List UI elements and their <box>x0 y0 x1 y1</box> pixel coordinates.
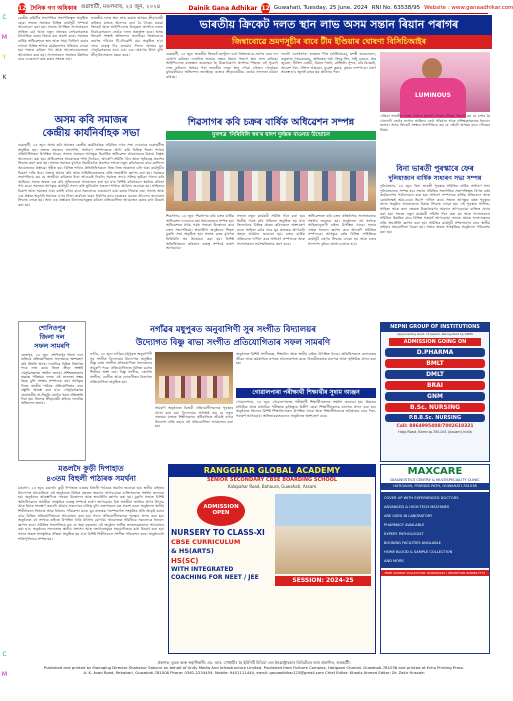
nepni-advertisement[interactable] <box>380 322 490 462</box>
header-date-en: Guwahati, Tuesday, 25 June, 2024 <box>273 5 368 11</box>
rangghar-text-col <box>169 492 273 588</box>
jersey-sponsor-text: LUMINOUS <box>415 92 451 99</box>
article-column: নগাঁও, ২৪ জুন: নগাঁৱৰ মধুপুৰত অনুবাগিণী সুৰ সংগীত বিদ্যালয়ৰ উদ্যোগত অনুষ্ঠিত বিষ্ণু ৰাভা সংগীত প্ৰতিযোগিতা সফলতাৰে সামৰণি পৰে। প্ৰতিযোগিতাত বিভিন্ন বয়সৰ শিল্পীয়ে অংশ লয়। বিষ্ণু সংগীত, জ্যোতি সংগীত, বৰগীত আৰু লোকগীতৰ বিভাগত প্ৰতিযোগিতা অনুষ্ঠিত হয়। <box>90 352 153 384</box>
player-head <box>422 58 442 80</box>
admission-label: ADMISSION GOING ON <box>389 338 481 346</box>
cricketer-photo <box>380 52 490 112</box>
feature-item: ARE USED IN LABORATORY <box>384 514 433 518</box>
footer-line-2: Published and printed by Managing Director Shahanur Sakurul on behalf of Unity Media And Infrastructure Limited, Published from Fortune Complex, Hatigaon Chariali, Guwahati-781038 and printed at Echo Printing Press. <box>43 665 465 670</box>
article-column: গুৱাহাটী, ২৪ জুন: অসম কবি সমাজৰ কেন্দ্ৰীয় কাৰ্যনিৰ্বাহক সমিতিৰ এখন সভা দেওবাৰে গুৱাহাটীত অনুষ্ঠিত হয়। সভাত সমাজৰ সভাপতি, সাধাৰণ সম্পাদককে আদি কৰি বিভিন্ন জিলা শাখাৰ প্ৰতিনিধিসকল উপস্থিত থাকে। সভাত সমাজৰ আগন্তুক দ্বিবাৰ্ষিক অধিৱেশন আয়োজনৰ বিষয়ে বিস্তৃত আলোচনা কৰা হয়। অধিৱেশনৰ আয়োজক শাখা নিৰ্বাচন, আদৰণি সমিতি গঠন আৰু স্মৃতিগ্ৰন্থ প্ৰকাশৰ সিদ্ধান্ত গ্ৰহণ কৰা হয়। সভাত সমাজৰ মুখপত্ৰ নিয়মীয়াকৈ প্ৰকাশৰ লগতে নতুন কবিসকলৰ বাবে কৰ্মশালা আয়োজনৰ প্ৰস্তাৱো গৃহীত হয়। বিভিন্ন শাখাৰ প্ৰতিনিধিসকলে নিজ নিজ অঞ্চলত চলি থকা কাৰ্যসূচীৰ বিৱৰণ দাঙি ধৰে। সভাত প্ৰয়াত কবি আৰু সাহিত্যিকসকলৰ প্ৰতি শ্ৰদ্ধাঞ্জলি জ্ঞাপন কৰা হয়। সমাজৰ সভাপতিয়ে কয় যে অসমীয়া কবিতাৰ ধাৰা আগুৱাই নিবলৈ সমাজে সদায় সক্ৰিয় ভূমিকা পালন কৰি আহিছে। সভাৰ অন্তত এক কবি সন্মিলনৰো আয়োজন কৰা হয় য'ত বিশিষ্ট কবিসকলে স্বৰচিত কবিতা পাঠ কৰে। সমাজৰ আগন্তুক কাৰ্যসূচী সফল কৰি তুলিবলৈ সকলো শাখাক আহ্বান জনোৱা হয়। সাহিত্যৰ বিকাশ আৰু সমাজৰ ঐক্য বৰ্তাই ৰখাৰ বাবে সকলোৱে একযোগে কাম কৰাৰ সিদ্ধান্ত লয়। সভাত আৰু এক প্ৰস্তাৱ অনুসৰি সমাজৰ এখন নিজা কাৰ্যালয় ভৱন নিৰ্মাণৰ বাবে চৰকাৰৰ ওচৰত আবেদন জনোৱাৰ সিদ্ধান্ত লোৱা হয়। আন এক প্ৰস্তাৱত বিদ্যালয়সমূহত কবিতা প্ৰতিযোগিতা আয়োজন কৰাৰ কথা উল্লেখ কৰা হয়। <box>18 143 164 207</box>
maxcare-address: HATIGAON, FRIENDS PATH, GUWAHATI-781038 <box>381 483 489 490</box>
cmyk-mark-m: M <box>1 34 8 41</box>
cmyk-mark-c: C <box>2 14 7 21</box>
course-pill: BRAI <box>385 381 485 390</box>
admission-open-badge: ADMISSION OPEN <box>197 496 245 526</box>
article-column: অনুষ্ঠানত বিশিষ্ট সংগীতজ্ঞ, শিক্ষাবিদ আৰু স্থানীয় ৰাইজ উপস্থিত থাকে। অতিথিসকলে কলাগুৰুৰ জীৱন আৰু কৰ্মৰাজিৰ ওপৰত আলোকপাত কৰে। বিজয়ীসকলক মানপত্ৰ আৰু স্মৃতিচিহ্ন প্ৰদান কৰা হয়। <box>236 352 376 366</box>
music-headline-line1: নগাঁৱৰ মধুপুৰত অনুবাগিণী সুৰ সংগীত বিদ্যালয়ৰ <box>149 325 317 335</box>
paper-name: Dainik Gana Adhikar <box>188 4 258 12</box>
course-pill: DMLT <box>385 370 485 379</box>
bottom-left-headline <box>18 464 164 484</box>
feature-item: HOME BLOOD & SAMPLE COLLECTION <box>384 550 453 554</box>
nepni-address: Hajo Road, Kamrup-781104 (Assam) India <box>398 430 472 434</box>
rni-number: RNI No. 63538/95 <box>371 5 421 11</box>
maxcare-title: MAXCARE <box>407 466 463 477</box>
maxcare-feature-list <box>381 492 489 568</box>
footer-line-1: প্ৰকাশক, মুদ্ৰক আৰু স্বত্বাধিকাৰী: এম. আৰ. গোস্বামীৰ হৈ ইউনিটি মিডিয়া এণ্ড ইনফ্ৰাষ্ট্ৰাকচাৰ লিমিটেডৰ দ্বাৰা প্ৰকাশিত, গুৱাহাটী। <box>157 660 351 665</box>
cmyk-registration-marks <box>0 8 9 88</box>
article-column: ভাৰতীয় দলত স্থান লাভ কৰাত অসমৰ ক্ৰীড়াপ্ৰেমী ৰাইজৰ মাজত আনন্দৰ বন্যা বৈ গৈছে। ঘৰুৱা ক্ৰিকেট আৰু আইপিএলত উজ্জ্বল প্ৰদৰ্শনৰ ফলত নিৰ্বাচকসকলে তেওঁক দলত অন্তৰ্ভুক্ত কৰে। অসম ক্ৰিকেট সংস্থাই অভিনন্দন জনাইছে। জিম্বাবোৱে ভ্ৰমণত পাঁচখন টি-টোৱেণ্টি মেচ অনুষ্ঠিত হ'ব। দলৰ নেতৃত্ব দিব শুভমান গিলে। অসমৰ যুৱ খেলুৱৈসকলৰ বাবে এয়া এক প্ৰেৰণাৰ উৎস বুলি ক্ৰীড়াবিদসকলে মন্তব্য কৰে। <box>91 16 163 57</box>
bottom-left-headline-line2: ৪৩তম বিহুলী পাঠাৰক সমৰ্থনা <box>46 474 136 483</box>
rangghar-photo-col <box>273 492 373 588</box>
goalpara-headline: গোৱালপাৰা পৰীক্ষাৰ্থী শিক্ষাৰ্থীৰ সুধাম আঞ্জন <box>236 388 376 398</box>
article-column: সভাত নতুন কাৰ্যকৰী সমিতি গঠন কৰা হয়। দ্বিতীয় পৰ্বত কবি সন্মিলন অনুষ্ঠিত হয় য'ত জিলাখনৰ বিভিন্ন প্ৰান্তৰ কবিসকলে অংশগ্ৰহণ কৰে। সাহিত্য চৰ্চাৰ বাবে যুৱ প্ৰজন্মক আগবাঢ়ি অহাৰ আহ্বান জনোৱা হয়। চক্ৰৰ বাৰ্ষিক প্ৰতিবেদন দাখিল কৰে সাধাৰণ সম্পাদকে আৰু সদস্যসকলে সৰ্বসন্মতিক্ৰমে গ্ৰহণ কৰে। <box>237 214 305 246</box>
feature-item: ADVANCED & HIGH-TECH MACHINES <box>384 505 450 509</box>
page-footer <box>18 660 490 675</box>
article-column: তেজপুৰ, ২৪ জুন: শোণিতপুৰ জিলা দলে ৰাজ্যিক প্ৰতিযোগিতাত সফলতাৰে অংশগ্ৰহণ কৰি উভতি আহে। দলটোৱে বিভিন্ন বিভাগত পদক লাভ কৰে। জিলা ক্ৰীড়া সংস্থাই খেলুৱৈসকলক সম্বৰ্ধনা জনায়। প্ৰশিক্ষকসকলৰ অক্লান্ত পৰিশ্ৰমৰ ফলত এই সফলতা সম্ভৱ হৈছে বুলি সংস্থাৰ সম্পাদকে কয়। আগন্তুক দিনত জাতীয় পৰ্যায়ৰ প্ৰতিযোগিতাৰ বাবে প্ৰস্তুতি আৰম্ভ কৰা হ'ব। খেলুৱৈসকলক প্ৰয়োজনীয় সা-সঁজুলি যোগান ধৰাৰ প্ৰতিশ্ৰুতি দিয়া হয়। জিলাৰ ক্ৰীড়াপ্ৰেমী ৰাইজে দলটোক অভিনন্দন জনায়। <box>21 353 83 406</box>
rangghar-address: Kalapahar Road, Bahaura, Guwahati, Assam <box>227 484 317 489</box>
left-story-headline <box>18 114 164 140</box>
rangghar-arts: & HS(ARTS) <box>171 547 214 555</box>
feature-item: COVER UP WITH EXPERIENCED DOCTORS <box>384 496 459 500</box>
course-pill: B.Sc. NURSING <box>385 403 485 412</box>
left-headline-line1: অসম কবি সমাজৰ <box>54 115 128 126</box>
box-headline-line3: সফল সামৰণি <box>34 342 70 350</box>
maxcare-advertisement[interactable] <box>380 464 490 654</box>
right-headline-line2: দুলিয়াজান বাৰ্ষিক সাধাৰণ সভা সম্পন্ন <box>388 175 482 182</box>
maxcare-subtitle: DIAGNOSTICS CENTRE & MULTISPECIALITY CLINIC <box>390 478 480 482</box>
rangghar-session: SESSION: 2024-25 <box>275 576 371 586</box>
nepni-call[interactable]: Call: 8864995408/7002618321 <box>396 424 474 429</box>
shivasagar-headline: শিৱসাগৰ কবি চক্ৰৰ বাৰ্ষিক অধিৱেশন সম্পন্ন <box>187 117 355 128</box>
article-column: মঙলদৈ, ২৪ জুন: মঙলদৈ কুড়ী দিপাহাত ৪৩তম বিহুলী পাঠাৰক সমৰ্থনা জনোৱা হয়। স্থানীয় ৰাইজৰ উদ্যোগত আয়োজিত এই অনুষ্ঠানত বিভিন্ন ক্ষেত্ৰত অৱদান আগবঢ়োৱা ব্যক্তিসকলক সম্বৰ্ধনা জনোৱা হয়। অনুষ্ঠানৰ আৰম্ভণিতে পতাকা উত্তোলন আৰু শ্ৰদ্ধাঞ্জলি জ্ঞাপন কৰা হয়। মুকলি সভাত বিশিষ্ট অতিথিসকলে অসমীয়া সংস্কৃতিৰ গুৰুত্ব সম্পৰ্কে ভাষণ আগবঢ়ায়। বিহু অসমীয়া জাতিৰ প্ৰাণৰ উৎসৱ আৰু ইয়াক সংৰক্ষণ কৰাটো আমাৰ সকলোৰে দায়িত্ব বুলি বক্তাসকলে মত প্ৰকাশ কৰে। অনুষ্ঠানত স্থানীয় শিল্পীসকলে বিহুনাম আৰু বিহুনাচ পৰিৱেশন কৰে। যুৱ প্ৰজন্মক পৰম্পৰাগত সংস্কৃতিৰ প্ৰতি আকৃষ্ট কৰাৰ বাবে বিভিন্ন প্ৰতিযোগিতাৰো আয়োজন কৰা হয়। সফল প্ৰতিযোগীসকলক পুৰস্কাৰ প্ৰদান কৰা হয়। অনুষ্ঠানত বহু সংখ্যক ৰাইজে উপস্থিত থাকি উৎসাহ যোগায়। আয়োজক সমিতিয়ে সকলোকে ধন্যবাদ জ্ঞাপন কৰে। সমিতিৰ সভাপতিয়ে কয় যে অহা বছৰতো এই অনুষ্ঠান অধিক জাকজমকতাৰে আয়োজন কৰা হ'ব। অনুষ্ঠানৰ সফলতাত স্থানীয় প্ৰশাসন আৰু সংগঠনসমূহৰ সহযোগিতাৰ কথা উল্লেখ কৰা হয়। সভাৰ অন্তত সাংস্কৃতিক সন্ধিয়া অনুষ্ঠিত হয় য'ত বিশিষ্ট শিল্পীসকলে সংগীত পৰিৱেশন কৰে। অনুষ্ঠানটো শান্তিপূৰ্ণভাৱে সম্পন্ন হয়। <box>18 486 164 541</box>
course-pill: D.PHARMA <box>385 348 485 357</box>
feature-item: BOOKING FACILITIES AVAILABLE <box>384 541 442 545</box>
rangghar-body <box>169 492 375 588</box>
cmyk-registration-marks-bottom <box>0 645 9 685</box>
photo-people-row <box>174 171 368 201</box>
music-story-headline <box>90 324 376 350</box>
rangghar-sub-line: CBSE CURRICULUM <box>171 538 241 546</box>
article-column: কেন্দ্ৰীয় কমিটিৰ সভাপতিৰ সভাপতিত্বত অনুষ্ঠিত হোৱা সভাত সমাজৰ বিভিন্ন কাৰ্যসূচী সম্পৰ্কে আলোচনা কৰা হয়। সভাত উপস্থিত সদস্যসকলে সাহিত্য চৰ্চা আৰু নতুন প্ৰজন্মৰ লেখকসকলক উৎসাহিত কৰাৰ বিষয়ে মত প্ৰকাশ কৰে। সমাজৰ বাৰ্ষিক অধিৱেশনৰ স্থান আৰু সময় নিৰ্ধাৰণ কৰাৰ লগতে বিভিন্ন শাখাৰ কাৰ্যকলাপৰ খতিয়ান লোৱা হয়। সভাত কবিতা পাঠ আৰু আলোচনাচক্ৰৰো আয়োজন কৰা হয়। সদস্যসকলে সমাজৰ উন্নতিৰ বাবে একেলগে কাম কৰাৰ সংকল্প লয়। <box>18 16 88 62</box>
rangghar-title: RANGGHAR GLOBAL ACADEMY <box>169 465 375 477</box>
article-column: সামৰণি অনুষ্ঠানত বিজয়ী প্ৰতিযোগীসকলক পুৰস্কাৰ প্ৰদান কৰা হয়। বিদ্যালয়ৰ অধ্যক্ষই কয় যে নতুন প্ৰজন্মৰ মাজত শিল্পীসকলৰ সৃষ্টিৰাজিক জীয়াই ৰখাৰ উদ্দেশ্যে প্ৰতি বছৰে এই প্ৰতিযোগিতা আয়োজন কৰা হয়। <box>155 406 233 429</box>
article-column: দলটো এনেধৰণৰ: শুভমান গিল (অধিনায়ক), যশস্বী জয়চোৱাল, ৰুতুৰাজ গায়কোৱাড়, অভিষেক শৰ্মা, ৰিংকু সিং, সঞ্জু চেমচন, ধ্ৰুৱ জুৰেল, নীতিশ ৰেড্ডী, ৰিয়ান পৰাগ, ৱাশ্বিংটন সুন্দৰ, ৰবি বিষ্ণোই, আৱেশ খান, খলিল আহমেদ, মুকেশ কুমাৰ, তুষাৰ দেশপাণ্ডে। ভ্ৰমণ আৰম্ভ হ'ব জুলাই মাহৰ ছয় তাৰিখৰ পৰা। <box>281 52 376 75</box>
music-headline-line2: উদ্যোগত বিষ্ণু ৰাভা সংগীত প্ৰতিযোগিতাৰ সফল সামৰণি <box>135 338 331 348</box>
article-column: এতিয়া ভাৰতীয় দলত খেলাৰ সুযোগ পোৱাৰ পিছত পৰাগে কয় যে দেশৰ হৈ খেলাটো তেওঁৰ সপোন আছিল। তেওঁ পৰিয়াল আৰু প্ৰশিক্ষকসকলক ধন্যবাদ জনায়। অসম ক্ৰিকেট সংস্থাৰ সভাপতিয়ে কয় যে এইটো অসমৰ বাবে গৌৰৱৰ বিষয়। <box>380 114 490 132</box>
course-pill: P.B.B.Sc. NURSING <box>385 414 485 422</box>
cmyk-mark-m: M <box>1 671 8 678</box>
article-column: গুৱাহাটী, ২৪ জুন: ভাৰতীয় ক্ৰিকেট কণ্ট্ৰোল বৰ্ডে জিম্বাবোৱে ভ্ৰমণৰ বাবে দল ঘোষণা কৰিছে। দলটোত অসমৰ সন্তান ৰিয়ান পৰাগে স্থান লাভ কৰিছে। আইপিএলত ৰাজস্থান ৰয়েলছৰ হৈ উল্লেখযোগ্য প্ৰদৰ্শনৰ পিছতে এই সুযোগ লাভ কৰিলে। অসমৰ পৰা ভাৰতীয় দলত স্থান পোৱা এইজন খেলুৱৈক মুখ্যমন্ত্ৰীয়েও অভিনন্দন জনাইছে। ৰাজ্যৰ ক্ৰীড়াপ্ৰেমীয়ে তেওঁৰ সফলতা কামনা কৰিছে। <box>166 52 278 79</box>
footer-line-3: A. K. Azad Road, Rehabari, Guwahati-781008 Phone: 0361-2234459, Mobile: 9401111444, email: ganaadhikar123@gmail.com Chief Editor: Khadiz Ahmed Editor: Dr. Zakir Hussain <box>83 670 425 675</box>
article-column: অধিৱেশনত কবি চক্ৰৰ প্ৰতিষ্ঠাপক সদস্যসকলক সম্বৰ্ধনা জনোৱা হয়। অনুষ্ঠানত বহু সংখ্যক সাহিত্যানুৰাগী ৰাইজ উপস্থিত থাকে। সভাৰ শেষত ধন্যবাদ জ্ঞাপন কৰে আদৰণি সমিতিৰ সম্পাদকে। আগন্তুক বৰ্ষত বিভিন্ন সাহিত্যিক কাৰ্যসূচী গ্ৰহণৰ সিদ্ধান্ত লোৱা হয় আৰু চক্ৰৰ সদস্যপদ বৃদ্ধিৰ প্ৰয়াস চলোৱা হ'ব। <box>308 214 376 246</box>
feature-item: EXPERT PATHOLOGIST <box>384 532 424 536</box>
shivasagar-subhead: মুখপত্ৰ 'নিৰিবিলি স্বৰ'ৰ দ্বাদশ দুৰ্দন্তক বাওনত উন্মোচন <box>166 131 376 140</box>
right-headline-line1: বিনা ভাৰতী পুৰস্কাৰে ফেৰ <box>396 164 474 173</box>
shonitpur-box <box>18 321 86 461</box>
box-headline <box>19 322 85 351</box>
school-building-photo <box>275 494 371 574</box>
website-link[interactable]: Website : www.ganaadhikar.com <box>424 5 513 11</box>
right-story-headline <box>380 164 490 183</box>
page-header <box>18 3 513 14</box>
left-headline-line2: কেন্দ্ৰীয় কাৰ্যনিৰ্বাহক সভা <box>42 128 140 139</box>
cmyk-mark-k: K <box>2 74 7 81</box>
article-column: দুলিয়াজান, ২৪ জুন: বিনা ভাৰতী পুৰস্কাৰ সমিতিৰ বাৰ্ষিক সাধাৰণ সভা দুলিয়াজানত সম্পন্ন হয়। সভাত সমিতিৰ সভাপতিৰ সভাপতিত্বত বিগত বৰ্ষৰ কাৰ্যকলাপৰ পৰ্যালোচনা কৰা হয়। সাধাৰণ সম্পাদকে বাৰ্ষিক প্ৰতিবেদন আৰু কোষাধ্যক্ষই আয়-ব্যয়ৰ হিচাপ দাখিল কৰে। সভাত আগন্তুক বৰ্ষত পুৰস্কাৰ প্ৰদান অনুষ্ঠান আয়োজনৰ বিষয়ে সিদ্ধান্ত লোৱা হয়। এই পুৰস্কাৰ সংগীত, সাহিত্য আৰু কলা ক্ষেত্ৰত উল্লেখযোগ্য অৱদান আগবঢ়োৱা ব্যক্তিক প্ৰদান কৰা হয়। সভাত নতুন কাৰ্যকৰী সমিতি গঠন কৰা হয় আৰু সদস্যসকলে সমিতিৰ উন্নতিৰ বাবে বিভিন্ন পৰামৰ্শ আগবঢ়ায়। সভাত প্ৰয়াত সদস্যসকলৰ প্ৰতি শ্ৰদ্ধাঞ্জলি জ্ঞাপন কৰা হয়। সমিতিৰ কাৰ্যসূচী সম্প্ৰসাৰণৰ বাবে স্থানীয় ৰাইজৰ সহযোগিতা বিচৰা হয়। সভাৰ অন্তত সাংস্কৃতিক অনুষ্ঠানো পৰিৱেশন কৰা হয়। <box>380 184 490 234</box>
article-column: শিৱসাগৰ, ২৪ জুন: শিৱসাগৰ কবি চক্ৰৰ বাৰ্ষিক অধিৱেশন দেওবাৰে মহা সমাৰোহেৰে সম্পন্ন হয়। অধিৱেশনৰ প্ৰথম পৰ্বত পতাকা উত্তোলন কৰে চক্ৰৰ সভাপতিয়ে। শ্ৰদ্ধাঞ্জলি অনুষ্ঠানৰ পিছত মুকলি সভা অনুষ্ঠিত হয়। সভাত চক্ৰৰ মুখপত্ৰ নিৰিবিলি স্বৰ উন্মোচন কৰা হয়। বিশিষ্ট অতিথিসকলে কবিতাৰ গুৰুত্ব সম্পৰ্কে ভাষণ আগবঢ়ায়। <box>166 214 234 251</box>
bottom-left-headline-line1: মঙলদৈ কুড়ী দিপাহাত <box>58 464 124 473</box>
nepni-title: NEPNI GROUP OF INSTITUTIONS <box>381 323 489 332</box>
nepni-sub: Approved by Govt. of Assam, Recognised by AIIMS <box>397 332 473 336</box>
page-number-badge-center: 12 <box>261 4 270 12</box>
cmyk-mark-c: C <box>2 651 7 658</box>
header-date: গুৱাহাটী, মঙলবাৰ, ২৫ জুন, ২০২৪ <box>80 4 161 10</box>
maxcare-footer[interactable]: FREE SAMPLE COLLECTION 7638002945 | RECEPTION 8088817772 <box>381 570 489 576</box>
rangghar-advertisement[interactable] <box>168 464 376 654</box>
article-column: গোৱালপাৰা, ২৪ জুন: গোৱালপাৰাত পৰীক্ষাৰ্থী শিক্ষাৰ্থীসকলক সম্বৰ্ধনা জনোৱা হয়। উচ্চতৰ মাধ্যমিক আৰু মাধ্যমিক পৰীক্ষাত কৃতিত্বৰে উত্তীৰ্ণ হোৱা শিক্ষাৰ্থীসকলক মানপত্ৰ প্ৰদান কৰা হয়। অনুষ্ঠানত জিলাৰ বিশিষ্ট শিক্ষাবিদসকল উপস্থিত থাকে আৰু শিক্ষাৰ্থীসকলক ভৱিষ্যতৰ বাবে দিহা-পৰামৰ্শ আগবঢ়ায়। অভিভাৱকসকলেও অনুষ্ঠানত অংশগ্ৰহণ কৰে। <box>236 400 376 418</box>
rangghar-class-line: NURSERY TO CLASS-XI <box>171 528 265 537</box>
feature-item: AND MORE <box>384 559 404 563</box>
course-pill: GNM <box>385 392 485 401</box>
rangghar-subtitle: SENIOR SECONDARY CBSE BOARDING SCHOOL <box>206 477 338 483</box>
group-photo <box>166 141 376 211</box>
cmyk-mark-y: Y <box>2 54 7 61</box>
course-pill: BMLT <box>385 359 485 368</box>
rangghar-coaching: WITH INTEGRATED COACHING FOR NEET / JEE <box>171 566 259 581</box>
box-headline-line2: জিলা দল <box>39 333 65 341</box>
lead-headline: ভাৰতীয় ক্ৰিকেট দলত স্থান লাভ অসম সন্তান ৰিয়ান পৰাগৰ <box>166 15 492 35</box>
masthead-brand: দৈনিক গণ অধিকাৰ <box>30 4 77 12</box>
page-number-badge: 12 <box>18 4 27 12</box>
rangghar-science: HS(SC) <box>171 557 199 565</box>
lead-subhead: জিম্বাবোৱে ভ্ৰমণসূচীৰ বাবে টীম ইণ্ডিয়াৰ ঘোষণা বিসিচিআইৰ <box>166 35 492 49</box>
box-headline-line1: শোনিতপুৰ <box>38 324 66 332</box>
photo-people <box>159 376 229 398</box>
music-event-photo <box>155 352 233 404</box>
feature-item: PHARMACY AVAILABLE <box>384 523 425 527</box>
